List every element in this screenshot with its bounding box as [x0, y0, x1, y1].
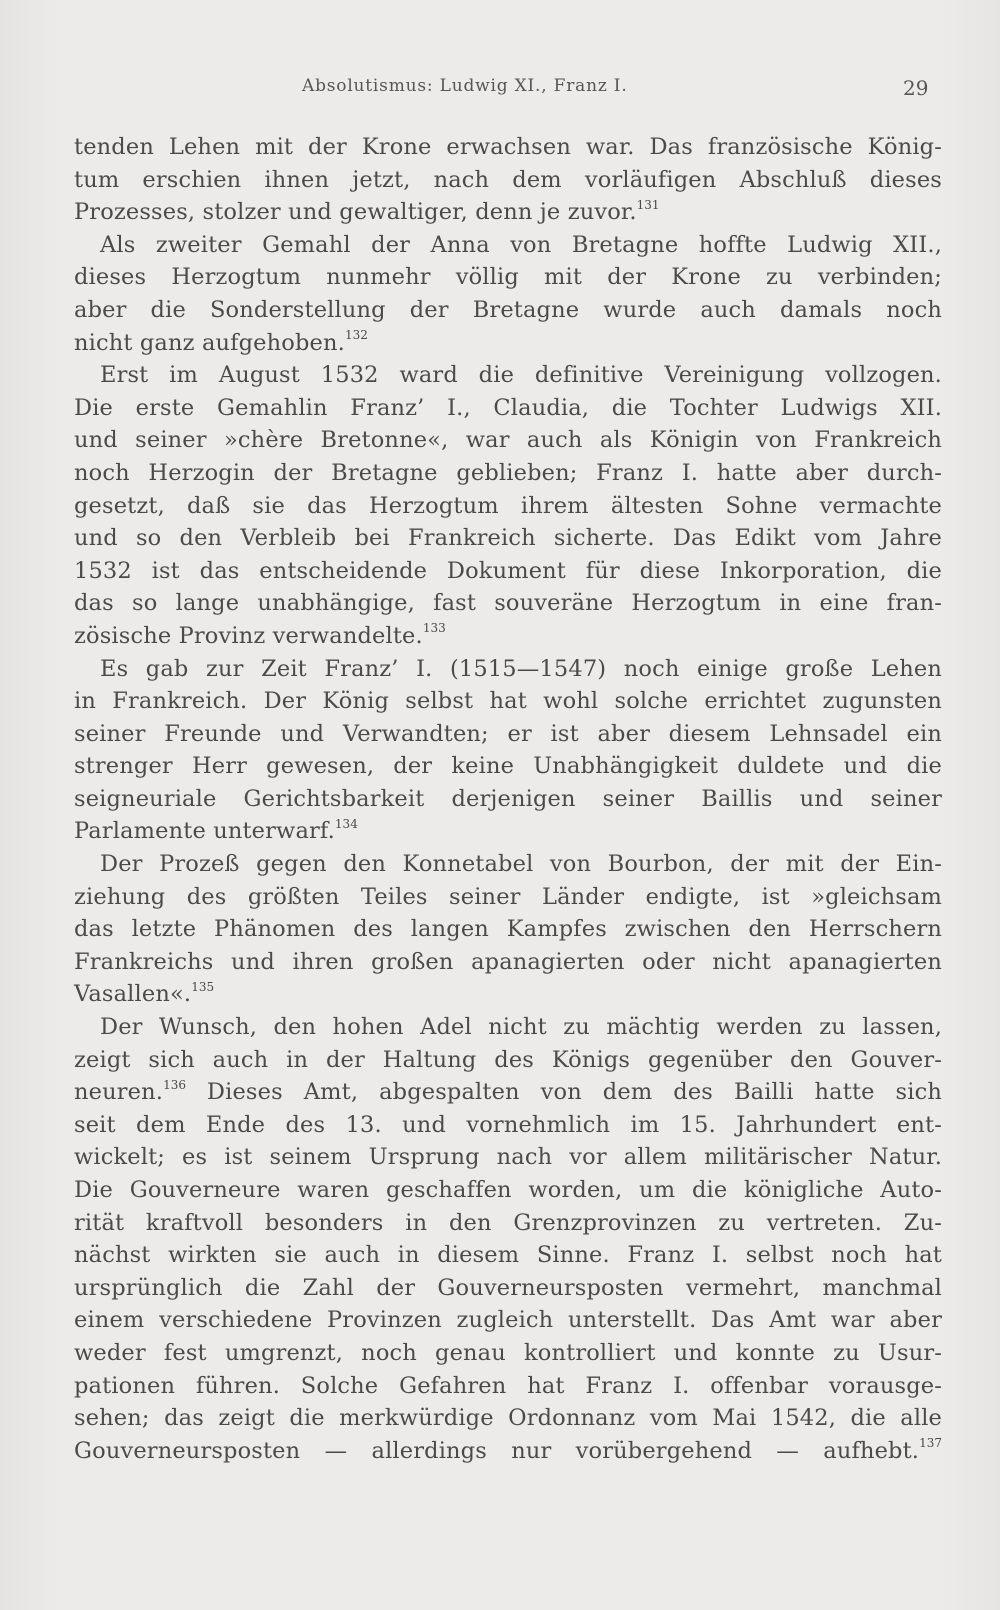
text-line	[74, 294, 942, 327]
text-line	[74, 653, 942, 686]
line-text: weder fest umgrenzt, noch genau kontrolliert und konnte zu Usur-	[74, 1339, 942, 1366]
line-text: Die erste Gemahlin Franz’ I., Claudia, die Tochter Ludwigs XII.	[74, 394, 942, 421]
text-line	[74, 1011, 942, 1044]
text-line	[74, 783, 942, 816]
line-text: wickelt; es ist seinem Ursprung nach vor allem militärischer Natur.	[74, 1144, 942, 1171]
line-text: noch Herzogin der Bretagne geblieben; Franz I. hatte aber durch-	[74, 459, 942, 486]
line-text: seigneuriale Gerichtsbarkeit derjenigen seiner Baillis und seiner	[74, 785, 942, 812]
line-text: rität kraftvoll besonders in den Grenzprovinzen zu vertreten. Zu-	[74, 1209, 942, 1236]
text-line	[74, 913, 942, 946]
line-text: Erst im August 1532 ward die definitive Vereinigung vollzogen.	[100, 362, 942, 389]
footnote-marker: 132	[344, 328, 368, 343]
text-line	[74, 750, 942, 783]
text-line	[74, 1337, 942, 1370]
text-line	[74, 131, 942, 164]
text-line	[74, 1207, 942, 1240]
line-text: tenden Lehen mit der Krone erwachsen war. Das französische König-	[74, 134, 942, 160]
text-line	[74, 1174, 942, 1207]
line-text: gesetzt, daß sie das Herzogtum ihrem ältesten Sohne vermachte	[74, 492, 942, 519]
line-text: seiner Freunde und Verwandten; er ist aber diesem Lehnsadel ein	[74, 720, 942, 747]
line-text: sehen; das zeigt die merkwürdige Ordonnanz vom Mai 1542, die alle	[74, 1405, 942, 1432]
line-text: und so den Verbleib bei Frankreich sicherte. Das Edikt vom Jahre	[74, 525, 942, 552]
line-text: das letzte Phänomen des langen Kampfes zwischen den Herrschern	[74, 916, 942, 943]
footnote-marker: 134	[334, 816, 358, 831]
line-text: Prozesses, stolzer und gewaltiger, denn je zuvor.	[74, 199, 637, 226]
text-line	[74, 457, 942, 490]
line-text: Die Gouverneure waren geschaffen worden, um die königliche Auto-	[74, 1177, 942, 1203]
text-line	[74, 1076, 942, 1109]
line-text: in Frankreich. Der König selbst hat wohl solche errichtet zugunsten	[74, 688, 942, 715]
text-line	[74, 815, 942, 848]
line-text: pationen führen. Solche Gefahren hat Franz I. offenbar vorausge-	[74, 1372, 942, 1399]
text-line	[74, 1435, 942, 1468]
text-line	[74, 261, 942, 294]
line-text: das so lange unabhängige, fast souveräne Herzogtum in eine fran-	[74, 590, 942, 617]
text-line	[74, 1044, 942, 1077]
line-text-continuation: Dieses Amt, abgespalten von dem des Bailli hatte sich	[185, 1079, 942, 1106]
text-line	[74, 946, 942, 979]
line-text: zösische Provinz verwandelte.	[74, 622, 423, 649]
line-text: strenger Herr gewesen, der keine Unabhängigkeit duldete und die	[74, 753, 942, 780]
text-line	[74, 392, 942, 425]
text-line	[74, 848, 942, 881]
text-line	[74, 1272, 942, 1305]
text-line	[74, 1402, 942, 1435]
text-line	[74, 587, 942, 620]
text-line	[74, 978, 942, 1011]
footnote-marker: 137	[919, 1436, 942, 1451]
text-line	[74, 718, 942, 751]
text-line	[74, 555, 942, 588]
text-line	[74, 1109, 942, 1142]
line-text: 1532 ist das entscheidende Dokument für diese Inkorporation, die	[74, 557, 942, 584]
line-text: Gouverneursposten — allerdings nur vorübergehend — aufhebt.	[74, 1437, 920, 1464]
text-line	[74, 229, 942, 262]
text-line	[74, 359, 942, 392]
line-text: aber die Sonderstellung der Bretagne wurde auch damals noch	[74, 296, 942, 323]
text-line	[74, 164, 942, 197]
text-line	[74, 327, 942, 360]
line-text: Als zweiter Gemahl der Anna von Bretagne hoffte Ludwig XII.,	[100, 231, 942, 258]
line-text: seit dem Ende des 13. und vornehmlich im 15. Jahrhundert ent-	[74, 1111, 942, 1138]
footnote-marker: 133	[422, 621, 446, 636]
line-text: Frankreichs und ihren großen apanagierten oder nicht apanagierten	[74, 948, 942, 975]
text-line	[74, 196, 942, 229]
line-text: dieses Herzogtum nunmehr völlig mit der Krone zu verbinden;	[74, 264, 942, 291]
text-line	[74, 1239, 942, 1272]
body-text	[74, 131, 942, 1467]
line-text: einem verschiedene Provinzen zugleich unterstellt. Das Amt war aber	[74, 1307, 942, 1334]
line-text: Vasallen«.	[74, 981, 192, 1008]
line-text: zeigt sich auch in der Haltung des Königs gegenüber den Gouver-	[74, 1046, 942, 1073]
text-line	[74, 1304, 942, 1337]
line-text: Der Prozeß gegen den Konnetabel von Bourbon, der mit der Ein-	[100, 851, 942, 878]
line-text: ziehung des größten Teiles seiner Länder endigte, ist »gleichsam	[74, 883, 942, 910]
line-text: nicht ganz aufgehoben.	[74, 329, 345, 356]
line-text: tum erschien ihnen jetzt, nach dem vorläufigen Abschluß dieses	[74, 166, 942, 193]
line-text: nächst wirkten sie auch in diesem Sinne. Franz I. selbst noch hat	[74, 1242, 942, 1269]
line-text: Es gab zur Zeit Franz’ I. (1515—1547) noch einige große Lehen	[100, 655, 942, 682]
line-text: und seiner »chère Bretonne«, war auch als Königin von Frankreich	[74, 427, 942, 454]
page-number: 29	[903, 76, 929, 100]
text-line	[74, 881, 942, 914]
text-line	[74, 424, 942, 457]
running-head-title: Absolutismus: Ludwig XI., Franz I.	[302, 76, 628, 96]
running-head	[0, 76, 1000, 106]
footnote-marker: 131	[636, 197, 660, 212]
text-line	[74, 620, 942, 653]
text-line	[74, 522, 942, 555]
text-line	[74, 1370, 942, 1403]
line-text: neuren.	[74, 1079, 164, 1106]
line-text: Der Wunsch, den hohen Adel nicht zu mächtig werden zu lassen,	[100, 1014, 942, 1041]
footnote-marker: 136	[163, 1077, 186, 1092]
text-line	[74, 1141, 942, 1174]
text-line	[74, 490, 942, 523]
footnote-marker: 135	[191, 979, 215, 994]
text-line	[74, 685, 942, 718]
line-text: ursprünglich die Zahl der Gouverneursposten vermehrt, manchmal	[74, 1274, 942, 1301]
line-text: Parlamente unterwarf.	[74, 818, 335, 845]
